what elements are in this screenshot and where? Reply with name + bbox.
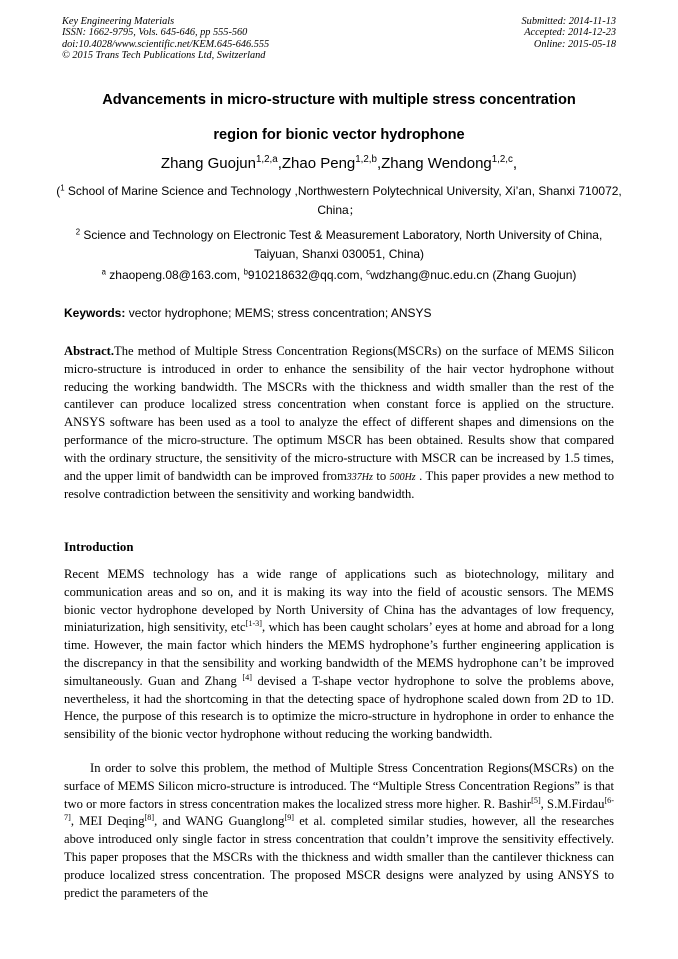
email-mark: b (243, 267, 248, 277)
separator: , (512, 155, 518, 172)
body-text: , which has been caught scholars’ eyes at home and abroad for a long time. However, the main factor which hinders the MEMS hydrophone’s further engineering application is the discrepancy in that the sensibility and working bandwidth of the MEMS hydrophone can’t be improved simultaneously. Guan and Zhang (64, 620, 614, 688)
frequency-value: 337Hz (346, 471, 373, 483)
separator: , (376, 155, 382, 172)
author-affiliation-mark: 1,2,b (355, 154, 377, 166)
intro-paragraph-1 (64, 566, 614, 744)
author-affiliation-mark: 1,2,c (491, 154, 513, 166)
abstract-text: The method of Multiple Stress Concentration Regions(MSCRs) on the surface of MEMS Silicon micro-structure is introduced in order to enhance the sensibility of the hair vector hydrophone without reducing the working bandwidth. The MSCRs with the thickness and width smaller than the rest of the cantilever can produce localized stress concentration when constant force is applied on the structure. ANSYS software has been used as a tool to analyze the effect of different shapes and dimensions on the performance of the micro-structure. The optimum MSCR has been obtained. Results show that compared with the ordinary structure, the sensitivity of the micro-structure with MSCR can be increased by 1.5 times, and the upper limit of bandwidth can be improved from (64, 344, 614, 483)
author-name: Zhang Wendong (381, 155, 492, 172)
affiliation-1 (55, 182, 623, 220)
citation: [9] (284, 813, 295, 823)
paper-title-line-1: Advancements in micro-structure with multiple stress concentration (102, 92, 576, 108)
abstract-text: to (372, 468, 390, 483)
body-text: , S.M.Firdau (540, 796, 605, 811)
affiliation-2 (55, 226, 623, 264)
journal-name: Key Engineering Materials (62, 16, 175, 27)
intro-paragraph-2 (64, 760, 614, 902)
issn-line: ISSN: 1662-9795, Vols. 645-646, pp 555-560 (62, 27, 248, 39)
accepted-date: Accepted: 2014-12-23 (524, 27, 616, 39)
author-list (0, 155, 678, 172)
citation: [1-3] (245, 619, 262, 629)
keywords (64, 306, 614, 320)
affiliation-text: Science and Technology on Electronic Test & Measurement Laboratory, North University of China, Taiyuan, Shanxi 030051, China) (80, 228, 603, 261)
affiliation-mark: 2 (75, 227, 81, 237)
online-date: Online: 2015-05-18 (533, 38, 616, 50)
abstract (64, 343, 614, 504)
paren: ( (56, 184, 61, 198)
author-name: Zhang Guojun (160, 155, 256, 172)
email-mark: c (366, 267, 371, 277)
affiliation-text: School of Marine Science and Technology ,Northwestern Polytechnical University, Xi’an, Shanxi 710072, China； (64, 184, 622, 217)
author-name: Zhao Peng (281, 155, 356, 172)
email-address: 910218632@qq.com, (247, 268, 367, 282)
keywords-text: vector hydrophone; MEMS; stress concentration; ANSYS (125, 306, 432, 320)
separator: , (277, 155, 282, 172)
email-address: zhaopeng.08@163.com, (105, 268, 244, 282)
citation: [4] (242, 672, 252, 682)
body-text: , MEI Deqing (70, 814, 145, 829)
doi-line: doi:10.4028/www.scientific.net/KEM.645-646.555 (62, 38, 270, 50)
body-text: devised a T-shape vector hydrophone to solve the problems above, nevertheless, it had the shortcoming in that the detecting space of hydrophone scaled down from 2D to 1D. Hence, the purpose of this research is to optimize the micro-structure in hydrophone in order to enhance the sensibility of the bionic vector hydrophone without reducing the working bandwidth. (64, 673, 614, 742)
submitted-date: Submitted: 2014-11-13 (521, 16, 616, 27)
publication-info (62, 16, 269, 61)
affiliation-mark: 1 (60, 183, 65, 193)
body-text: et al. completed similar studies, however, all the researches above introduced only single factor in stress concentration that couldn’t improve the sensitivity effectively. This paper proposes that the MSCRs with the thickness and width smaller than the cantilever thickness can produce localized stress concentration. The proposed MSCR designs were analyzed by using ANSYS to predict the parameters of the (64, 814, 614, 900)
keywords-label: Keywords: (64, 306, 126, 320)
dates-info (522, 16, 616, 50)
email-address: wdzhang@nuc.edu.cn (Zhang Guojun) (370, 268, 577, 282)
paper-title-line-2: region for bionic vector hydrophone (213, 127, 465, 143)
body-text: In order to solve this problem, the method of Multiple Stress Concentration Regions(MSCRs) on the surface of MEMS Silicon micro-structure is introduced. The “Multiple Stress Concentration Regions” is that two or more factors in stress concentration makes the localized stress more higher. R. Bashir (64, 761, 614, 811)
citation: [6-7] (64, 795, 614, 823)
abstract-text: . This paper provides a new method to resolve contradiction between the sensitivity and working bandwidth. (64, 468, 615, 502)
copyright-line: © 2015 Trans Tech Publications Ltd, Switzerland (62, 49, 266, 61)
body-text: , and WANG Guanglong (154, 814, 285, 829)
email-mark: a (101, 267, 106, 277)
body-text: Recent MEMS technology has a wide range of applications such as biotechnology, military and communication areas and so on, and it is making its way into the field of acoustic sensors. The MEMS bionic vector hydrophone developed by North University of China has the advantages of low frequency, miniaturization, high sensitivity, etc (64, 567, 614, 635)
author-affiliation-mark: 1,2,a (256, 154, 278, 166)
author-emails (0, 268, 678, 282)
citation: [5] (531, 795, 541, 805)
abstract-label: Abstract. (64, 344, 115, 358)
citation: [8] (144, 813, 155, 823)
frequency-value: 500Hz (389, 471, 416, 483)
section-heading-introduction: Introduction (64, 540, 134, 554)
